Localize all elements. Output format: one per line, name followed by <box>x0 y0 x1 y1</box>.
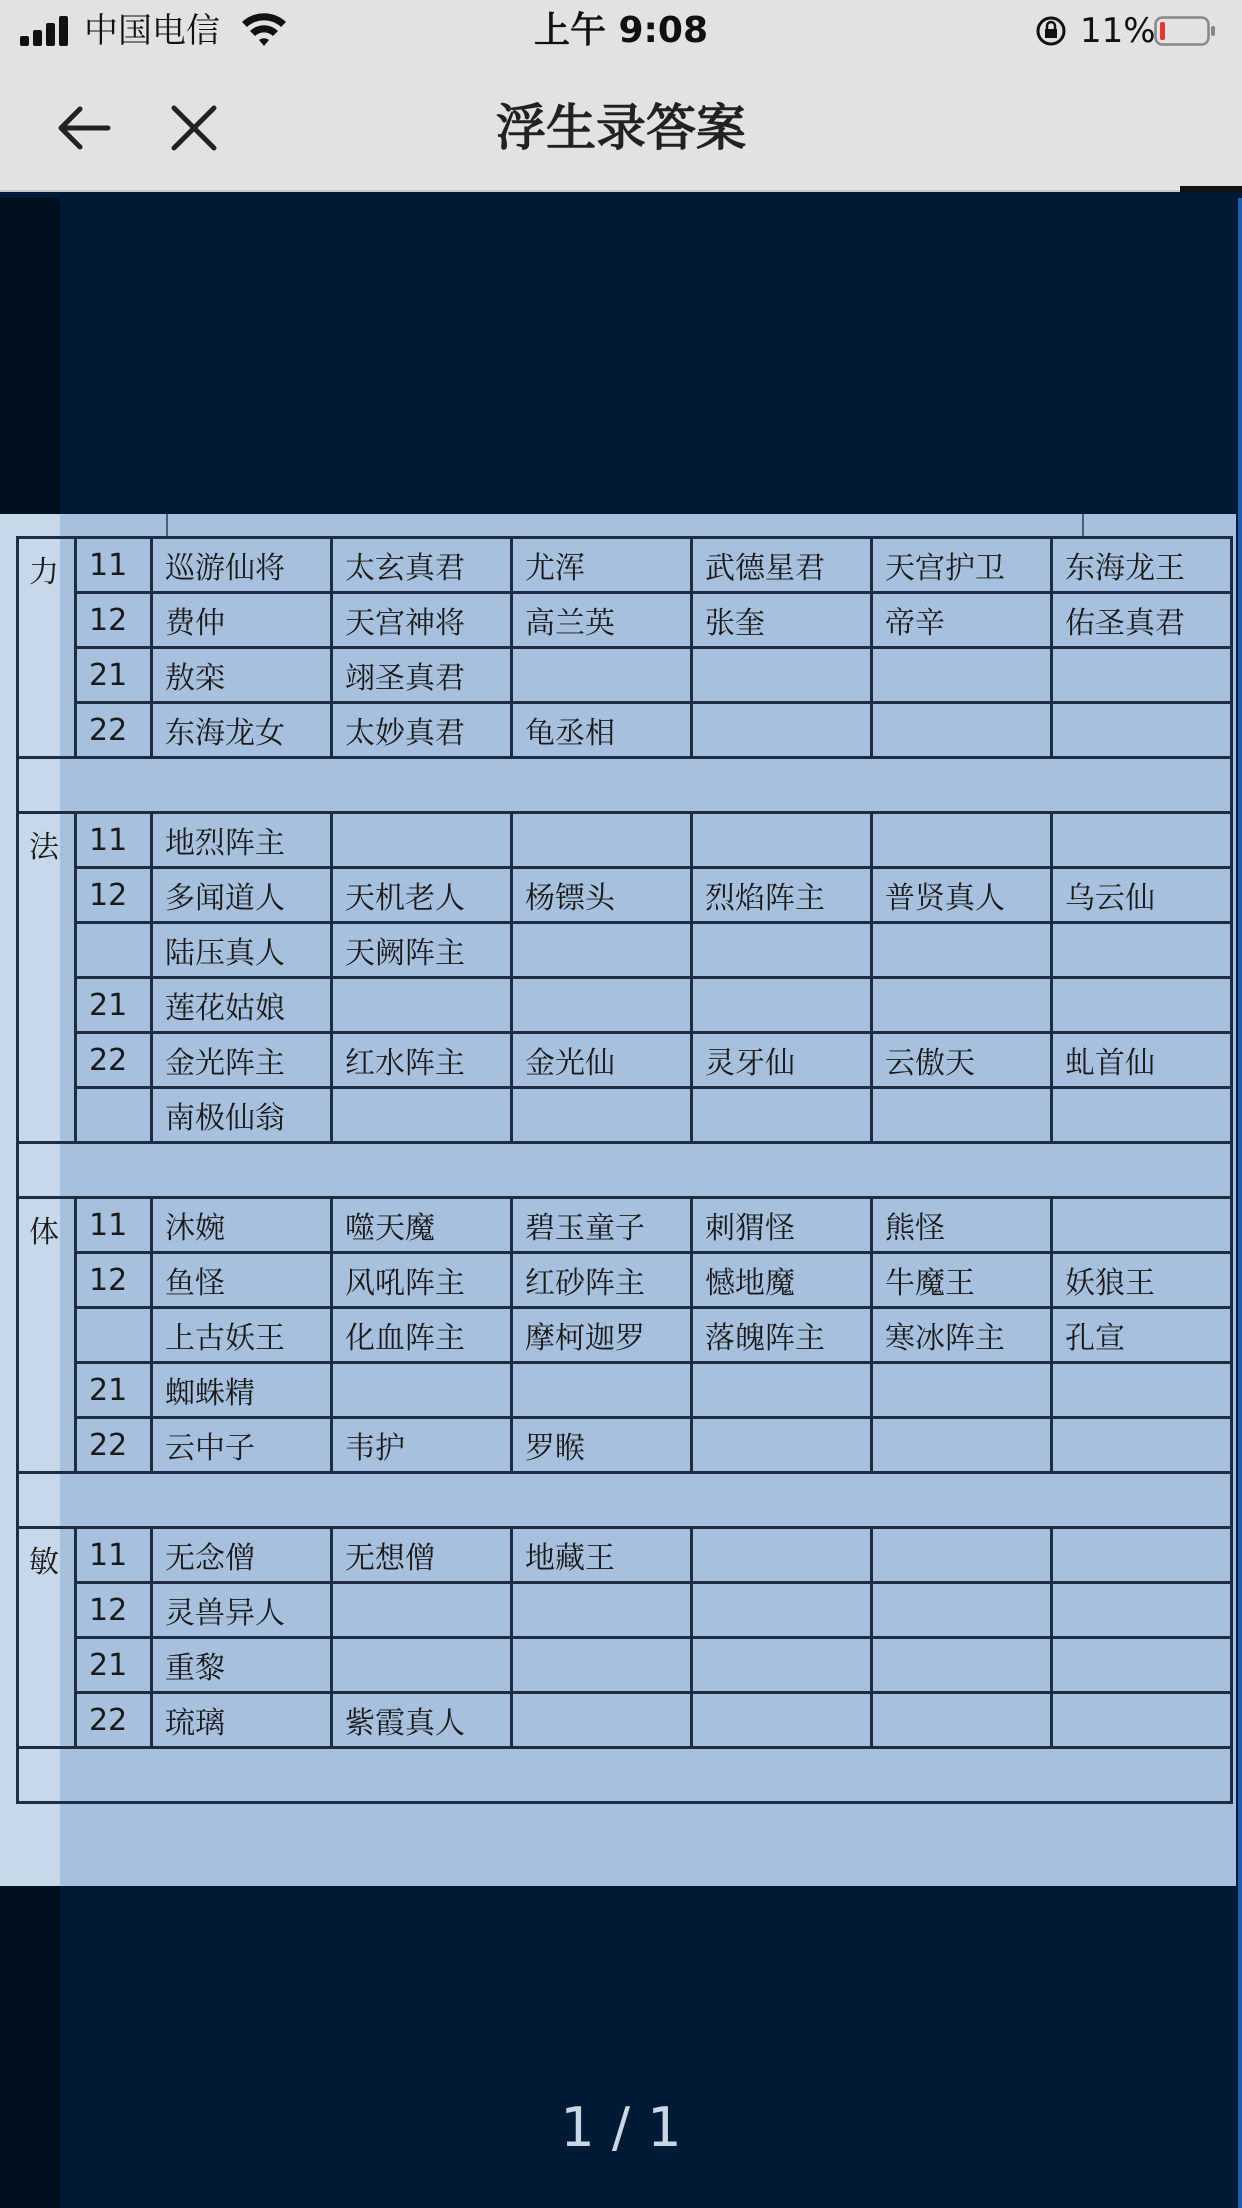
name-cell: 沐婉 <box>152 1198 332 1253</box>
name-cell <box>512 648 692 703</box>
name-cell: 虬首仙 <box>1052 1033 1232 1088</box>
name-cell <box>512 978 692 1033</box>
level-cell: 12 <box>76 1583 152 1638</box>
name-cell: 无念僧 <box>152 1528 332 1583</box>
spacer-cell <box>18 1473 1232 1528</box>
category-label: 敏 <box>18 1528 76 1748</box>
table-row <box>18 1418 1232 1473</box>
name-cell <box>872 703 1052 758</box>
navigation-bar <box>0 62 1242 192</box>
name-cell <box>692 978 872 1033</box>
spacer-row <box>18 758 1232 813</box>
name-cell <box>1052 1528 1232 1583</box>
name-cell <box>692 1088 872 1143</box>
status-bar <box>0 0 1242 62</box>
name-cell <box>692 1418 872 1473</box>
name-cell <box>872 1528 1052 1583</box>
level-cell: 21 <box>76 1363 152 1418</box>
name-cell: 落魄阵主 <box>692 1308 872 1363</box>
name-cell: 杨镖头 <box>512 868 692 923</box>
name-cell: 巡游仙将 <box>152 538 332 593</box>
table-row <box>18 703 1232 758</box>
level-cell: 12 <box>76 868 152 923</box>
name-cell: 琉璃 <box>152 1693 332 1748</box>
name-cell <box>872 648 1052 703</box>
table-row <box>18 593 1232 648</box>
name-cell: 天机老人 <box>332 868 512 923</box>
name-cell: 罗睺 <box>512 1418 692 1473</box>
name-cell <box>692 1638 872 1693</box>
viewer-right-strip <box>1238 198 1242 2208</box>
name-cell <box>872 813 1052 868</box>
name-cell: 上古妖王 <box>152 1308 332 1363</box>
level-cell: 12 <box>76 1253 152 1308</box>
level-cell: 21 <box>76 978 152 1033</box>
name-cell <box>872 1088 1052 1143</box>
name-cell: 莲花姑娘 <box>152 978 332 1033</box>
name-cell: 噬天魔 <box>332 1198 512 1253</box>
name-cell: 地烈阵主 <box>152 813 332 868</box>
name-cell: 刺猬怪 <box>692 1198 872 1253</box>
table-row <box>18 1033 1232 1088</box>
name-cell <box>1052 1418 1232 1473</box>
level-cell: 21 <box>76 648 152 703</box>
name-cell: 红水阵主 <box>332 1033 512 1088</box>
name-cell <box>332 1638 512 1693</box>
table-row <box>18 1198 1232 1253</box>
name-cell: 张奎 <box>692 593 872 648</box>
name-cell <box>692 923 872 978</box>
name-cell: 摩柯迦罗 <box>512 1308 692 1363</box>
level-cell: 11 <box>76 538 152 593</box>
name-cell: 多闻道人 <box>152 868 332 923</box>
spacer-row <box>18 1748 1232 1803</box>
name-cell <box>872 1583 1052 1638</box>
name-cell: 灵牙仙 <box>692 1033 872 1088</box>
name-cell <box>1052 813 1232 868</box>
name-cell: 孔宣 <box>1052 1308 1232 1363</box>
level-cell: 11 <box>76 813 152 868</box>
name-cell: 费仲 <box>152 593 332 648</box>
name-cell: 熊怪 <box>872 1198 1052 1253</box>
level-cell: 22 <box>76 703 152 758</box>
name-cell: 无想僧 <box>332 1528 512 1583</box>
name-cell <box>512 813 692 868</box>
name-cell <box>872 1638 1052 1693</box>
name-cell <box>872 1693 1052 1748</box>
spacer-cell <box>18 1748 1232 1803</box>
table-row <box>18 1583 1232 1638</box>
name-cell: 憾地魔 <box>692 1253 872 1308</box>
name-cell <box>1052 1363 1232 1418</box>
carrier-label: 中国电信 <box>84 11 220 51</box>
spacer-row <box>18 1473 1232 1528</box>
name-cell <box>1052 923 1232 978</box>
name-cell: 天宫护卫 <box>872 538 1052 593</box>
level-cell: 11 <box>76 1198 152 1253</box>
name-cell <box>1052 1198 1232 1253</box>
spacer-row <box>18 1143 1232 1198</box>
name-cell: 碧玉童子 <box>512 1198 692 1253</box>
name-cell <box>512 1363 692 1418</box>
name-cell <box>692 1363 872 1418</box>
name-cell: 红砂阵主 <box>512 1253 692 1308</box>
name-cell <box>1052 1583 1232 1638</box>
name-cell <box>1052 978 1232 1033</box>
name-cell: 陆压真人 <box>152 923 332 978</box>
category-label: 力 <box>18 538 76 758</box>
table-row <box>18 1308 1232 1363</box>
name-cell: 风吼阵主 <box>332 1253 512 1308</box>
name-cell: 云中子 <box>152 1418 332 1473</box>
level-cell <box>76 1088 152 1143</box>
name-cell <box>332 1363 512 1418</box>
table-row <box>18 923 1232 978</box>
name-cell <box>512 1693 692 1748</box>
table-row <box>18 1638 1232 1693</box>
table-row <box>18 813 1232 868</box>
name-cell: 金光仙 <box>512 1033 692 1088</box>
navbar-divider <box>0 190 1180 192</box>
name-cell: 云傲天 <box>872 1033 1052 1088</box>
name-cell <box>332 813 512 868</box>
name-cell: 龟丞相 <box>512 703 692 758</box>
name-cell: 天宫神将 <box>332 593 512 648</box>
name-cell <box>692 1693 872 1748</box>
name-cell: 鱼怪 <box>152 1253 332 1308</box>
name-cell <box>872 1363 1052 1418</box>
name-cell: 太妙真君 <box>332 703 512 758</box>
table-row <box>18 978 1232 1033</box>
name-cell <box>692 813 872 868</box>
name-cell: 烈焰阵主 <box>692 868 872 923</box>
spacer-cell <box>18 1143 1232 1198</box>
name-cell <box>692 703 872 758</box>
name-cell: 乌云仙 <box>1052 868 1232 923</box>
name-cell <box>1052 1088 1232 1143</box>
name-cell: 南极仙翁 <box>152 1088 332 1143</box>
name-cell <box>332 978 512 1033</box>
name-cell: 翊圣真君 <box>332 648 512 703</box>
name-cell: 武德星君 <box>692 538 872 593</box>
grid-tick <box>166 514 168 536</box>
level-cell: 21 <box>76 1638 152 1693</box>
name-cell <box>1052 648 1232 703</box>
name-cell: 尤浑 <box>512 538 692 593</box>
level-cell: 11 <box>76 1528 152 1583</box>
table-row <box>18 1693 1232 1748</box>
table-row <box>18 648 1232 703</box>
name-cell <box>512 923 692 978</box>
name-cell <box>872 978 1052 1033</box>
level-cell <box>76 1308 152 1363</box>
name-cell: 高兰英 <box>512 593 692 648</box>
category-label: 体 <box>18 1198 76 1473</box>
name-cell: 地藏王 <box>512 1528 692 1583</box>
name-cell <box>332 1583 512 1638</box>
level-cell: 22 <box>76 1033 152 1088</box>
rotation-lock-icon <box>1034 14 1068 48</box>
name-cell <box>872 923 1052 978</box>
answer-table <box>16 536 1233 1804</box>
name-cell: 佑圣真君 <box>1052 593 1232 648</box>
name-cell: 牛魔王 <box>872 1253 1052 1308</box>
battery-icon <box>1154 16 1216 46</box>
name-cell: 帝辛 <box>872 593 1052 648</box>
table-row <box>18 868 1232 923</box>
name-cell <box>1052 1693 1232 1748</box>
name-cell: 灵兽异人 <box>152 1583 332 1638</box>
name-cell <box>1052 1638 1232 1693</box>
grid-tick <box>1082 514 1084 536</box>
page-title: 浮生录答案 <box>496 99 746 157</box>
name-cell <box>512 1088 692 1143</box>
name-cell: 东海龙王 <box>1052 538 1232 593</box>
level-cell <box>76 923 152 978</box>
name-cell <box>512 1583 692 1638</box>
name-cell: 敖栾 <box>152 648 332 703</box>
name-cell: 普贤真人 <box>872 868 1052 923</box>
name-cell <box>332 1088 512 1143</box>
name-cell <box>692 648 872 703</box>
table-row <box>18 1088 1232 1143</box>
level-cell: 12 <box>76 593 152 648</box>
table-row <box>18 538 1232 593</box>
name-cell <box>692 1583 872 1638</box>
name-cell: 妖狼王 <box>1052 1253 1232 1308</box>
table-row <box>18 1528 1232 1583</box>
name-cell: 化血阵主 <box>332 1308 512 1363</box>
page-indicator: 1 / 1 <box>560 2096 682 2159</box>
spacer-cell <box>18 758 1232 813</box>
name-cell: 重黎 <box>152 1638 332 1693</box>
image-viewer[interactable] <box>0 198 1242 2208</box>
level-cell: 22 <box>76 1693 152 1748</box>
name-cell <box>1052 703 1232 758</box>
table-row <box>18 1253 1232 1308</box>
name-cell <box>692 1528 872 1583</box>
navbar-edge <box>1180 186 1242 192</box>
name-cell: 蜘蛛精 <box>152 1363 332 1418</box>
name-cell: 寒冰阵主 <box>872 1308 1052 1363</box>
level-cell: 22 <box>76 1418 152 1473</box>
name-cell: 太玄真君 <box>332 538 512 593</box>
name-cell: 韦护 <box>332 1418 512 1473</box>
name-cell: 紫霞真人 <box>332 1693 512 1748</box>
name-cell: 天阙阵主 <box>332 923 512 978</box>
name-cell: 东海龙女 <box>152 703 332 758</box>
category-label: 法 <box>18 813 76 1143</box>
clock: 上午 9:08 <box>533 10 709 51</box>
answer-image <box>0 514 1236 1886</box>
table-row <box>18 1363 1232 1418</box>
name-cell <box>512 1638 692 1693</box>
name-cell <box>872 1418 1052 1473</box>
name-cell: 金光阵主 <box>152 1033 332 1088</box>
battery-percent: 11% <box>1080 11 1156 51</box>
